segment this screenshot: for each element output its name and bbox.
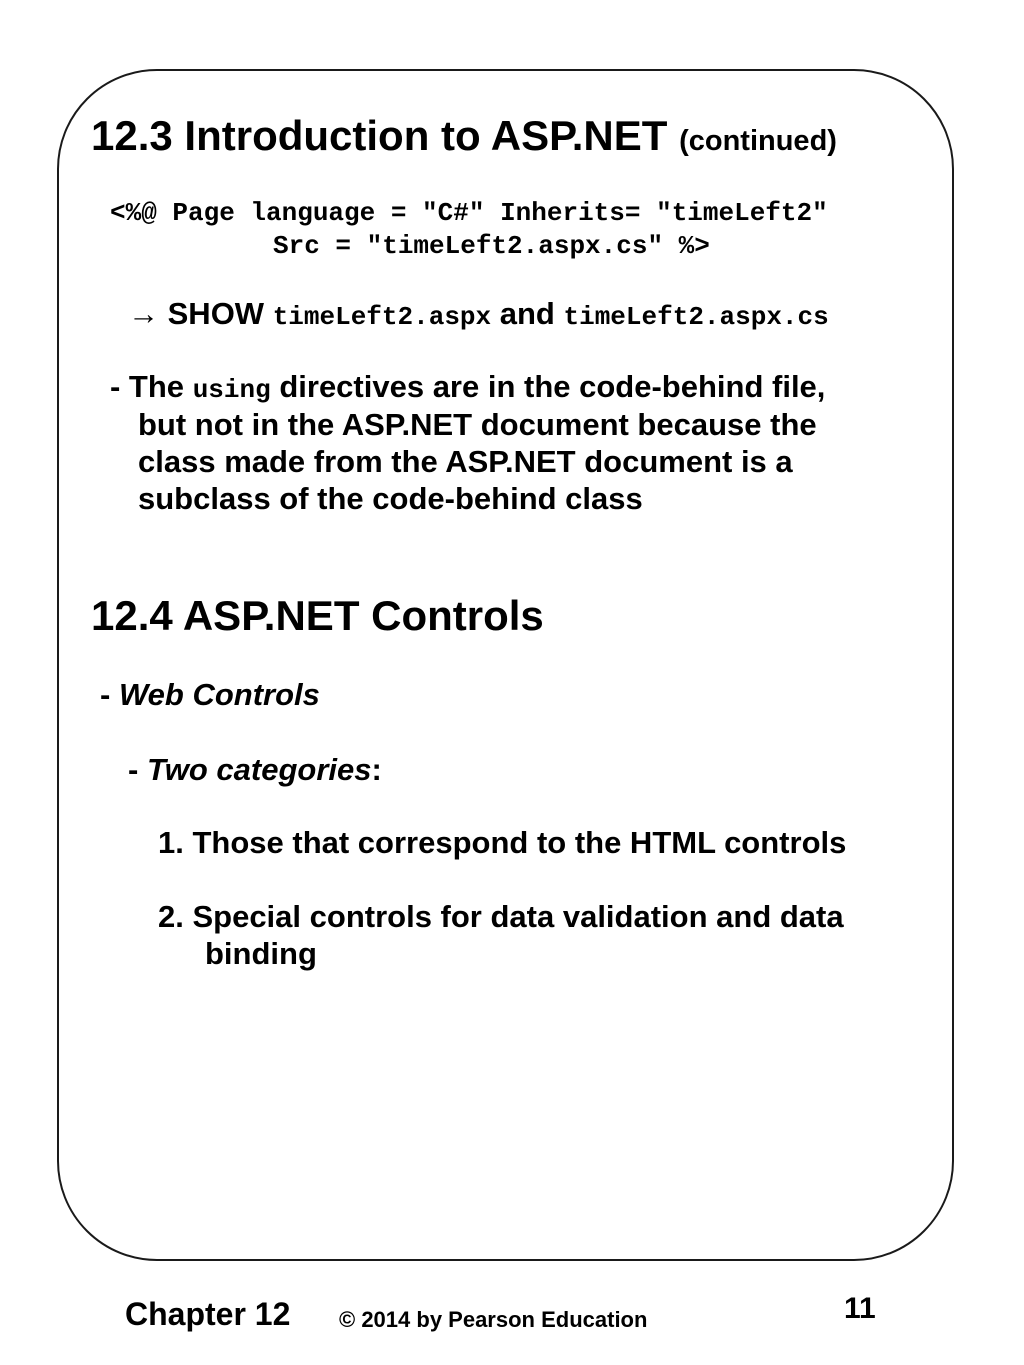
code-line-1: <%@ Page language = ″C#″ Inherits= ″timeLeft2″ <box>110 198 828 228</box>
two-categories-line <box>128 752 382 788</box>
using-para-line-3: class made from the ASP.NET document is a <box>138 444 793 479</box>
using-para-line-4: subclass of the code-behind class <box>138 481 643 516</box>
web-controls-label: Web Controls <box>118 677 320 712</box>
using-para-line-2: but not in the ASP.NET document because the <box>138 407 817 442</box>
and-text: and <box>499 296 555 331</box>
section-title-text: 12.3 Introduction to ASP.NET <box>91 112 668 159</box>
using-line1-rest: directives are in the code-behind file, <box>279 369 826 404</box>
using-keyword: using <box>192 375 271 405</box>
footer-copyright: © 2014 by Pearson Education <box>339 1307 648 1332</box>
web-controls-line <box>100 677 320 713</box>
page-number: 11 <box>844 1292 876 1325</box>
section-title-continued: (continued) <box>679 125 837 157</box>
using-para-line-1 <box>110 369 825 405</box>
section-title-12-3 <box>91 112 837 160</box>
show-label: SHOW <box>167 296 265 331</box>
bullet-dash: - <box>128 752 139 787</box>
two-categories-label: Two categories <box>146 752 372 787</box>
code-line-2: Src = ″timeLeft2.aspx.cs″ %> <box>273 231 710 261</box>
category-item-2-line-2: binding <box>205 936 317 971</box>
section-title-12-4: 12.4 ASP.NET Controls <box>91 592 544 639</box>
bullet-dash: - <box>100 677 111 712</box>
arrow-icon: → <box>128 296 159 331</box>
category-item-1: 1. Those that correspond to the HTML controls <box>158 825 847 860</box>
show-line <box>128 296 829 332</box>
using-prefix: - The <box>110 369 185 404</box>
file-aspx: timeLeft2.aspx <box>272 302 492 332</box>
footer-chapter: Chapter 12 <box>125 1296 291 1332</box>
two-categories-colon: : <box>371 752 382 787</box>
category-item-2-line-1: 2. Special controls for data validation and data <box>158 899 844 934</box>
file-aspx-cs: timeLeft2.aspx.cs <box>563 302 829 332</box>
